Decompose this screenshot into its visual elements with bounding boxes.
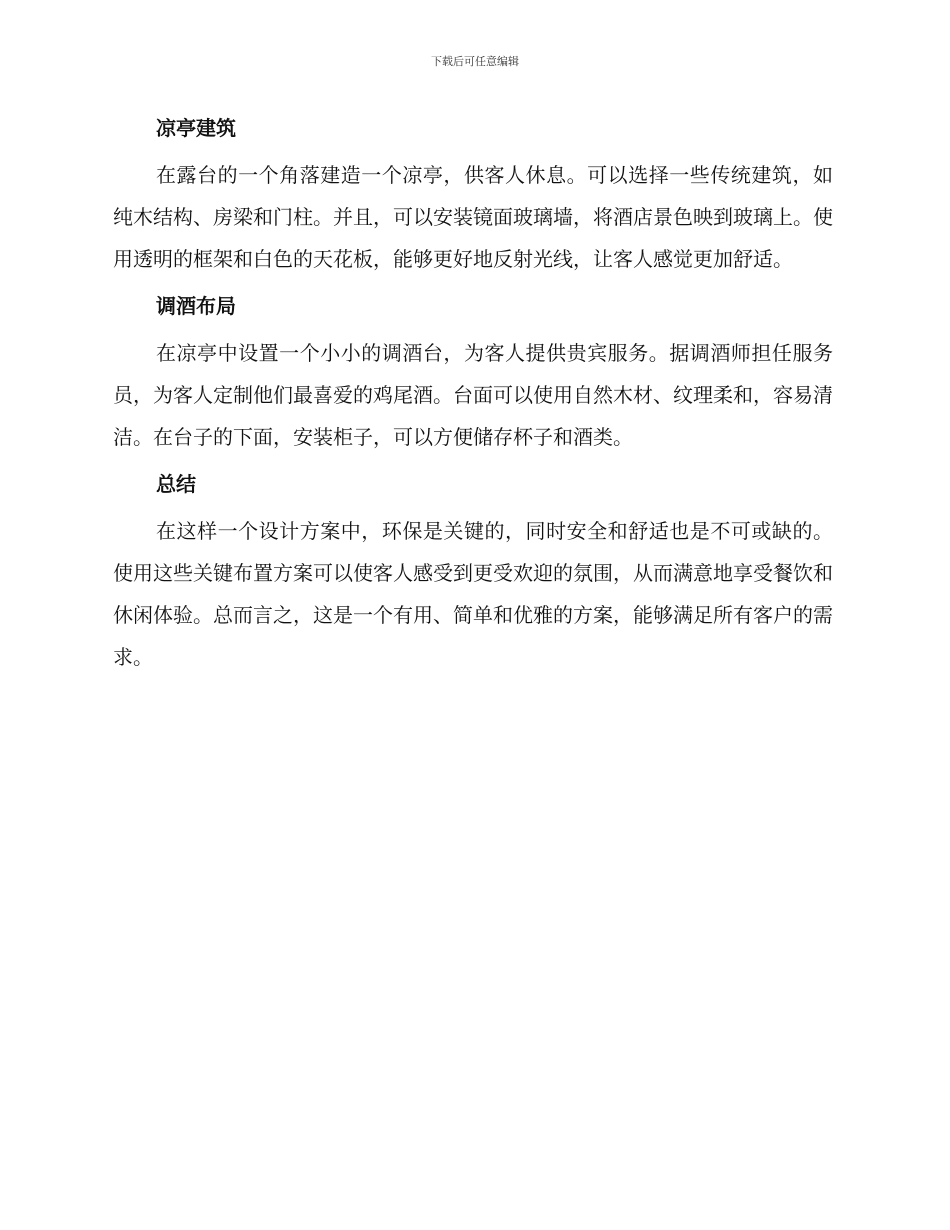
section-paragraph: 在凉亭中设置一个小小的调酒台，为客人提供贵宾服务。据调酒师担任服务员，为客人定制他们最喜爱的鸡尾酒。台面可以使用自然木材、纹理柔和，容易清洁。在台子的下面，安装柜子，可以方便储存杯子和酒类。 [113, 341, 833, 449]
section-heading: 调酒布局 [156, 294, 236, 318]
section-heading: 凉亭建筑 [156, 116, 236, 140]
section-summary [113, 464, 833, 678]
section-paragraph: 在露台的一个角落建造一个凉亭，供客人休息。可以选择一些传统建筑，如纯木结构、房梁和门柱。并且，可以安装镜面玻璃墙，将酒店景色映到玻璃上。使用透明的框架和白色的天花板，能够更好地反射光线，让客人感觉更加舒适。 [113, 163, 833, 271]
document-body [113, 108, 833, 684]
section-pavilion [113, 108, 833, 280]
section-paragraph: 在这样一个设计方案中，环保是关键的，同时安全和舒适也是不可或缺的。使用这些关键布置方案可以使客人感受到更受欢迎的氛围，从而满意地享受餐饮和休闲体验。总而言之，这是一个有用、简单和优雅的方案，能够满足所有客户的需求。 [113, 519, 833, 669]
page-header-note: 下载后可任意编辑 [431, 55, 519, 68]
section-bar-layout [113, 286, 833, 458]
section-heading: 总结 [156, 472, 196, 496]
